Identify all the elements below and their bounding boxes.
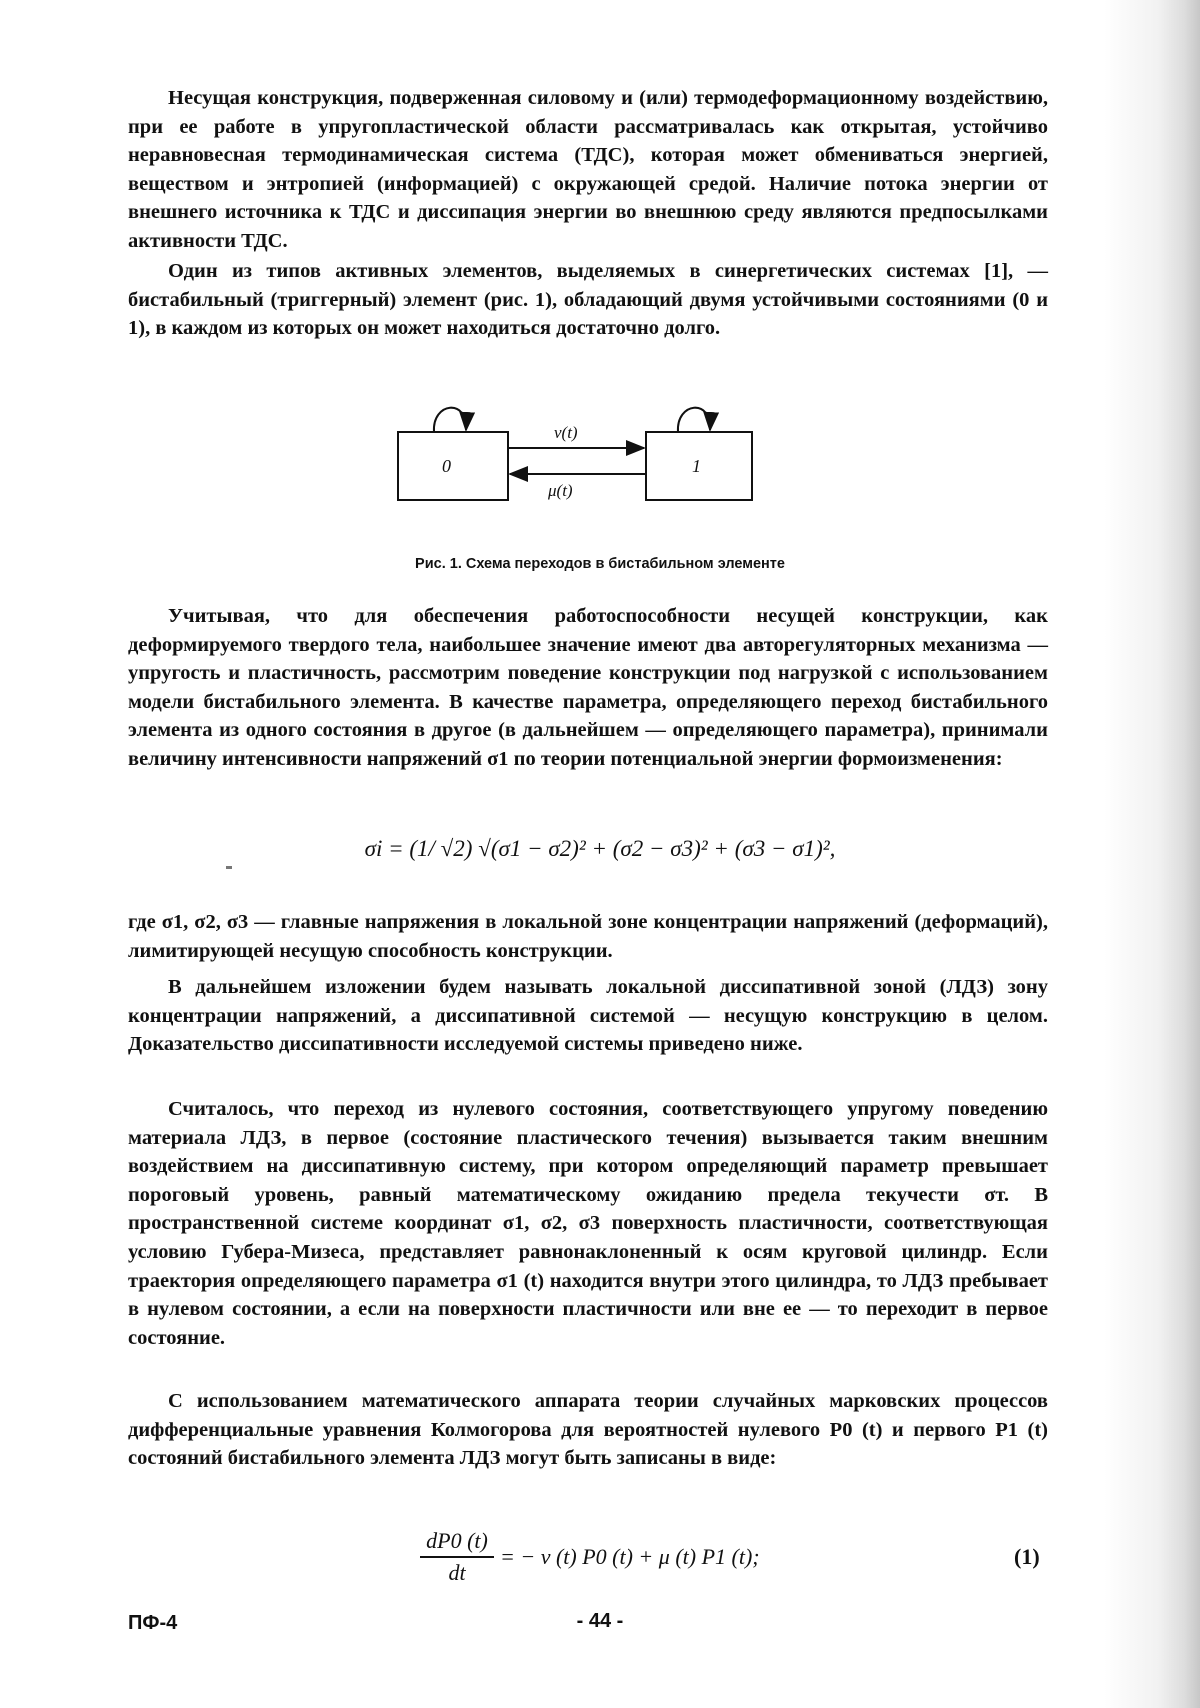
paragraph-2 (128, 257, 1048, 343)
footer-code: ПФ-4 (128, 1612, 178, 1634)
kolmogorov-equation-1 (0, 1528, 1200, 1592)
paragraph-4 (128, 908, 1048, 965)
scan-artifact-dot (226, 866, 232, 869)
paragraph-5-text: В дальнейшем изложении будем называть локальной диссипативной зоной (ЛДЗ) зону концентрации напряжений, а диссипативной системой — несущую конструкцию в целом. Доказательство диссипативности исследуемой системы приведено ниже. (128, 976, 1048, 1056)
figure-caption: Рис. 1. Схема переходов в бистабильном элементе (415, 556, 785, 572)
state-0-label: 0 (442, 456, 451, 476)
paragraph-5 (128, 973, 1048, 1059)
bistable-transition-diagram (396, 390, 756, 510)
paragraph-2-text: Один из типов активных элементов, выделяемых в синергетических системах [1], — бистабильный (триггерный) элемент (рис. 1), обладающий двумя устойчивыми состояниями (0 и 1), в каждом из которых он может находиться достаточно долго. (128, 260, 1048, 340)
stress-intensity-formula: σi = (1/ √2) √(σ1 − σ2)² + (σ2 − σ3)² + (σ3 − σ1)², (364, 836, 836, 861)
back-arrow-label: μ(t) (548, 481, 573, 500)
paragraph-4-text: где σ1, σ2, σ3 — главные напряжения в локальной зоне концентрации напряжений (деформаций), лимитирующей несущую способность конструкции. (128, 911, 1048, 962)
paragraph-3 (128, 602, 1048, 774)
forward-arrow-label: ν(t) (554, 423, 578, 442)
paragraph-6-text: Считалось, что переход из нулевого состояния, соответствующего упругому поведению материала ЛДЗ, в первое (состояние пластического течения) вызывается таким внешним воздействием на диссипативную систему, при котором определяющий параметр превышает пороговый уровень, равный математическому ожиданию предела текучести σт. В пространственной системе координат σ1, σ2, σ3 поверхность пластичности, соответствующая условию Губера-Мизеса, представляет равнонаклоненный к осям круговой цилиндр. Если траектория определяющего параметра σ1 (t) находится внутри этого цилиндра, то ЛДЗ пребывает в нулевом состоянии, а если на поверхности пластичности или вне ее — то переходит в первое состояние. (128, 1098, 1048, 1349)
paragraph-6 (128, 1095, 1048, 1352)
equation-number: (1) (1014, 1544, 1040, 1569)
equation-denominator: dt (448, 1560, 466, 1585)
paragraph-7 (128, 1387, 1048, 1473)
equation-numerator: dP0 (t) (420, 1528, 494, 1558)
state-0-self-loop (434, 408, 466, 432)
paragraph-1 (128, 84, 1048, 256)
equation-fraction (420, 1528, 494, 1586)
state-1-label: 1 (692, 456, 701, 476)
paragraph-7-text: С использованием математического аппарата теории случайных марковских процессов дифференциальные уравнения Колмогорова для вероятностей нулевого P0 (t) и первого P1 (t) состояний бистабильного элемента ЛДЗ могут быть записаны в виде: (128, 1390, 1048, 1470)
paragraph-3-text: Учитывая, что для обеспечения работоспособности несущей конструкции, как деформируемого твердого тела, наибольшее значение имеют два авторегуляторных механизма — упругость и пластичность, рассмотрим поведение конструкции под нагрузкой с использованием модели бистабильного элемента. В качестве параметра, определяющего переход бистабильного элемента из одного состояния в другое (в дальнейшем — определяющего параметра), принимали величину интенсивности напряжений σ1 по теории потенциальной энергии формоизменения: (128, 605, 1048, 770)
state-1-self-loop (678, 408, 710, 432)
equation-right-side: = − ν (t) P0 (t) + μ (t) P1 (t); (500, 1544, 760, 1569)
state-0-box (398, 432, 508, 500)
page-number: - 44 - (576, 1610, 624, 1632)
paragraph-1-text: Несущая конструкция, подверженная силовому и (или) термодеформационному воздействию, при ее работе в упругопластической области рассматривалась как открытая, устойчиво неравновесная термодинамическая система (ТДС), которая может обмениваться энергией, веществом и энтропией (информацией) с окружающей средой. Наличие потока энергии от внешнего источника к ТДС и диссипация энергии во внешнюю среду являются предпосылками активности ТДС. (128, 87, 1048, 252)
